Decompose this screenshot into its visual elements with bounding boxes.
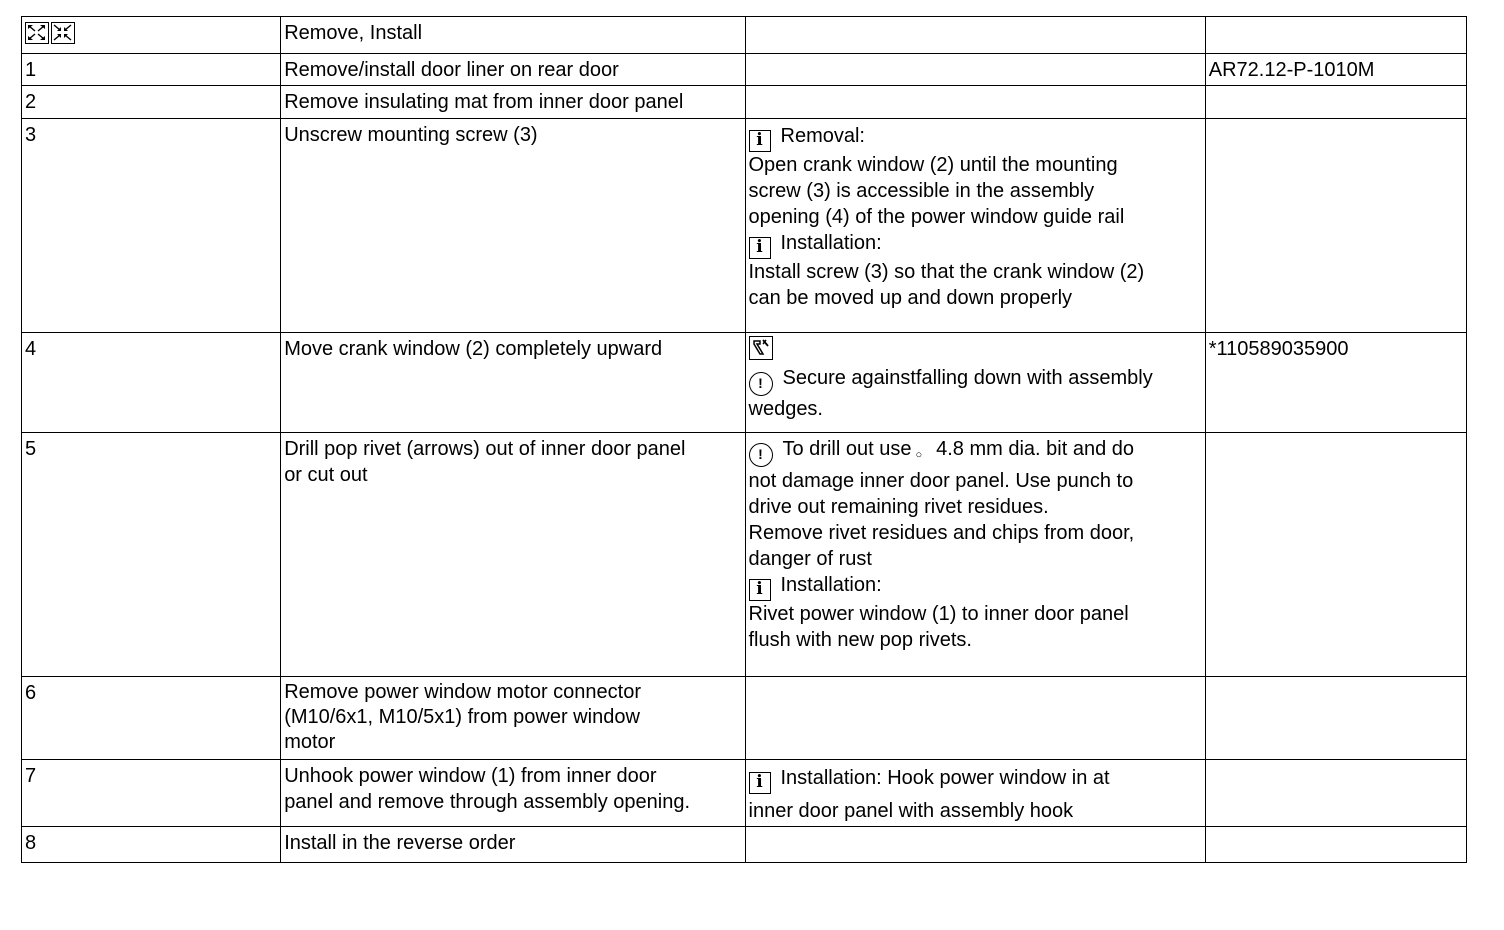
table-row [22, 86, 1467, 119]
caution-note [749, 436, 1201, 468]
expand-icon[interactable] [25, 22, 49, 44]
note-label: Installation: [780, 232, 882, 254]
step-action [281, 54, 745, 86]
info-icon[interactable]: i [749, 130, 771, 152]
action-line: Remove power window motor connector [284, 681, 642, 703]
table-row [22, 827, 1467, 863]
action-line: Unhook power window (1) from inner door [284, 765, 657, 787]
note-line: Remove rivet residues and chips from door, [748, 522, 1135, 544]
action-line: Unscrew mounting screw (3) [284, 124, 538, 146]
action-line: or cut out [284, 464, 368, 486]
step-action [281, 333, 745, 433]
action-line: Move crank window (2) completely upward [284, 338, 663, 360]
step-number: 2 [22, 86, 281, 119]
note-line: flush with new pop rivets. [748, 629, 972, 651]
table-row [22, 333, 1467, 433]
step-notes [745, 119, 1205, 333]
header-description [281, 17, 745, 54]
action-line: motor [284, 731, 336, 753]
tool-line [749, 336, 1201, 362]
note-line: wedges. [748, 398, 823, 420]
collapse-icon[interactable] [51, 22, 75, 44]
table-row [22, 54, 1467, 86]
note-line: inner door panel with assembly hook [748, 800, 1074, 822]
table-row [22, 433, 1467, 677]
step-number: 7 [22, 760, 281, 827]
step-notes [745, 433, 1205, 677]
note-text: 4.8 mm dia. bit and do [936, 438, 1135, 460]
note-label: Removal: [780, 125, 865, 147]
action-line: Install in the reverse order [284, 832, 516, 854]
note-line: Rivet power window (1) to inner door panel [748, 603, 1129, 625]
removal-note [749, 123, 1201, 152]
reference-link[interactable]: AR72.12-P-1010M [1208, 59, 1375, 81]
action-line: (M10/6x1, M10/5x1) from power window [284, 706, 640, 728]
step-notes [745, 86, 1205, 119]
step-ref [1205, 119, 1466, 333]
note-line: drive out remaining rivet residues. [748, 496, 1049, 518]
note-line: not damage inner door panel. Use punch to [748, 470, 1134, 492]
note-line: can be moved up and down properly [748, 287, 1073, 309]
step-number: 3 [22, 119, 281, 333]
step-number: 6 [22, 677, 281, 760]
tool-number[interactable]: *110589035900 [1208, 338, 1349, 360]
info-icon[interactable]: i [749, 772, 771, 794]
header-row [22, 17, 1467, 54]
step-ref [1205, 433, 1466, 677]
note-text: Installation: Hook power window in at [780, 767, 1110, 789]
step-ref[interactable] [1205, 333, 1466, 433]
info-icon[interactable]: i [749, 579, 771, 601]
note-line: danger of rust [748, 548, 872, 570]
step-action [281, 433, 745, 677]
note-line: Install screw (3) so that the crank window (2) [748, 261, 1145, 283]
step-ref[interactable] [1205, 54, 1466, 86]
table-row [22, 119, 1467, 333]
step-action [281, 86, 745, 119]
step-ref [1205, 827, 1466, 863]
step-number: 5 [22, 433, 281, 677]
action-line: panel and remove through assembly opening. [284, 791, 691, 813]
step-ref [1205, 86, 1466, 119]
header-ref-cell [1205, 17, 1466, 54]
step-notes [745, 677, 1205, 760]
installation-note [749, 765, 1201, 794]
step-action [281, 119, 745, 333]
step-action [281, 760, 745, 827]
table-row [22, 760, 1467, 827]
step-ref [1205, 677, 1466, 760]
installation-note [749, 572, 1201, 601]
note-label: Installation: [780, 574, 882, 596]
note-line: opening (4) of the power window guide rail [748, 206, 1125, 228]
step-number: 4 [22, 333, 281, 433]
procedure-table [21, 16, 1467, 863]
note-line: screw (3) is accessible in the assembly [748, 180, 1095, 202]
note-line: Secure againstfalling down with assembly [782, 367, 1153, 389]
step-action [281, 677, 745, 760]
step-notes [745, 333, 1205, 433]
tool-icon[interactable] [749, 336, 773, 360]
step-number: 1 [22, 54, 281, 86]
installation-note [749, 230, 1201, 259]
header-title: Remove, Install [284, 22, 423, 44]
step-notes [745, 760, 1205, 827]
header-notes-cell [745, 17, 1205, 54]
table-row [22, 677, 1467, 760]
header-icons-cell [22, 17, 281, 54]
step-notes [745, 54, 1205, 86]
step-notes [745, 827, 1205, 863]
step-ref [1205, 760, 1466, 827]
action-line: Remove/install door liner on rear door [284, 59, 619, 81]
caution-note [749, 365, 1201, 396]
action-line: Remove insulating mat from inner door panel [284, 91, 684, 113]
step-number: 8 [22, 827, 281, 863]
note-line: Open crank window (2) until the mounting [748, 154, 1118, 176]
step-action [281, 827, 745, 863]
note-text: To drill out use [782, 438, 912, 460]
caution-icon[interactable]: ! [749, 372, 773, 396]
caution-icon[interactable]: ! [749, 443, 773, 467]
action-line: Drill pop rivet (arrows) out of inner door panel [284, 438, 686, 460]
diameter-icon: ○ [915, 449, 923, 461]
info-icon[interactable]: i [749, 237, 771, 259]
